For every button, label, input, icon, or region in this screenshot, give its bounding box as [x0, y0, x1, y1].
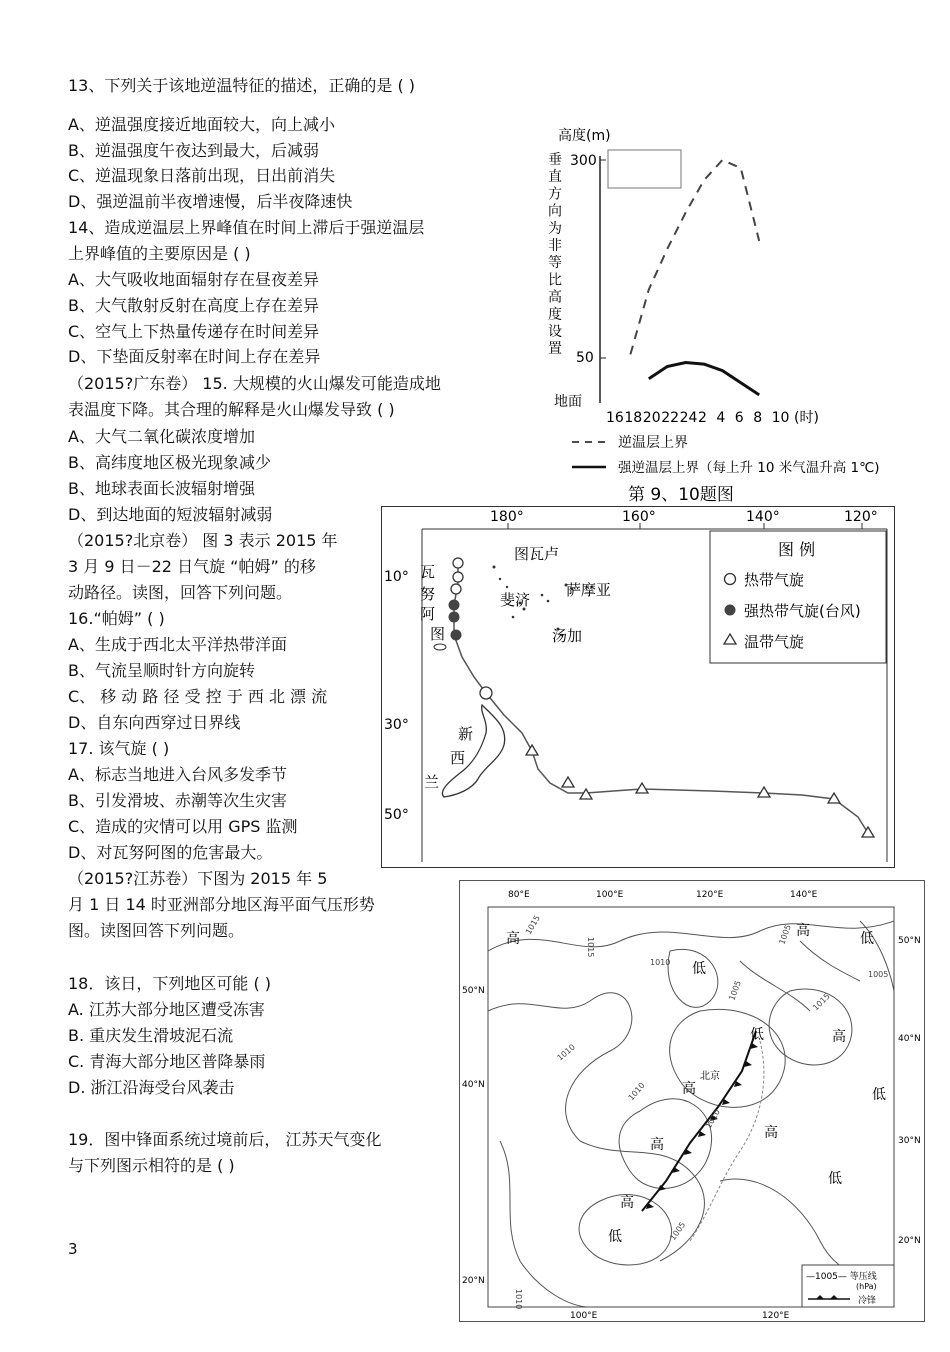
svg-text:图: 图 [430, 625, 446, 643]
lon-120e-top: 120°E [696, 890, 724, 900]
y-note-char: 向 [548, 203, 562, 220]
lon-120e-bottom: 120°E [762, 1311, 790, 1321]
x-tick-label: 18 [624, 410, 643, 426]
extratropical-cyclone-marker [526, 745, 538, 755]
legend-front: 冷锋 [858, 1296, 877, 1306]
text-line: C、空气上下热量传递存在时间差异 [68, 322, 320, 341]
extratropical-cyclone-marker [636, 783, 648, 793]
lat-10: 10° [384, 569, 409, 585]
text-line: （2015?北京卷） 图 3 表示 2015 年 [68, 531, 338, 550]
svg-text:1005: 1005 [727, 979, 743, 1002]
low-label: 低 [692, 961, 706, 977]
text-line: C、 移 动 路 径 受 控 于 西 北 漂 流 [68, 687, 328, 706]
text-line: B、气流呈顺时针方向旋转 [68, 661, 255, 680]
lat-50n-left: 50°N [462, 986, 485, 996]
lon-100e-bottom: 100°E [570, 1311, 598, 1321]
lat-40n-right: 40°N [898, 1034, 921, 1044]
y-note-char: 等 [548, 255, 562, 272]
legend-extratropical: 温带气旋 [744, 633, 805, 651]
y-note-char: 置 [548, 341, 562, 358]
inversion-chart [540, 118, 880, 508]
tropical-cyclone-marker [453, 572, 463, 582]
svg-text:1015: 1015 [811, 991, 832, 1013]
high-label: 高 [650, 1137, 664, 1153]
lon-120: 120° [844, 509, 878, 525]
y-note-char: 设 [548, 324, 562, 340]
typhoon-marker [449, 600, 460, 611]
text-line: A、标志当地进入台风多发季节 [68, 765, 287, 784]
legend-title: 图 例 [778, 540, 816, 559]
y-note-char: 方 [548, 186, 562, 203]
text-line: 13、下列关于该地逆温特征的描述，正确的是 ( ) [68, 76, 416, 95]
y-note-char: 为 [548, 220, 562, 237]
lon-140: 140° [746, 509, 780, 525]
y-note-char: 垂 [548, 152, 562, 168]
text-line: C. 青海大部分地区普降暴雨 [68, 1052, 266, 1071]
x-tick-label: 8 [753, 410, 763, 426]
typhoon-marker [451, 630, 462, 641]
text-line: C、造成的灾情可以用 GPS 监测 [68, 817, 298, 836]
lat-20n-right: 20°N [898, 1236, 921, 1246]
extratropical-cyclone-marker [580, 789, 592, 799]
x-unit: (时) [794, 410, 819, 426]
y-note-char: 直 [548, 169, 562, 186]
x-tick-label: 6 [734, 410, 744, 426]
svg-text:1010: 1010 [650, 958, 671, 967]
x-tick-label: 2 [698, 410, 707, 426]
pressure-map [459, 880, 925, 1322]
legend-tropical: 热带气旋 [744, 571, 805, 589]
series-line-inversion-top [630, 160, 759, 354]
lat-50n-right: 50°N [898, 936, 921, 946]
lat-30: 30° [384, 717, 409, 733]
typhoon-marker [449, 612, 460, 623]
text-line: 上界峰值的主要原因是 ( ) [68, 244, 251, 263]
lon-160: 160° [622, 509, 656, 525]
low-label: 低 [872, 1087, 886, 1103]
text-line: A、大气吸收地面辐射存在昼夜差异 [68, 270, 319, 289]
text-line: 16.“帕姆” ( ) [68, 609, 165, 628]
x-tick-label: 4 [716, 410, 726, 426]
city-beijing: 北京 [700, 1071, 720, 1082]
text-line: B、大气散射反射在高度上存在差异 [68, 296, 319, 315]
lat-50: 50° [384, 807, 409, 823]
text-line: （2015?江苏卷）下图为 2015 年 5 [68, 869, 328, 888]
text-line: 图。读图回答下列问题。 [68, 921, 245, 940]
text-line: 表温度下降。其合理的解释是火山爆发导致 ( ) [68, 400, 395, 419]
place-samoa: 萨摩亚 [566, 581, 612, 599]
text-line: B、高纬度地区极光现象减少 [68, 453, 271, 472]
lon-140e: 140°E [790, 890, 818, 900]
text-line: D、对瓦努阿图的危害最大。 [68, 843, 273, 862]
x-ticks [606, 410, 789, 426]
legend-isobar: —1005— 等压线 [806, 1272, 877, 1282]
text-line: D、自东向西穿过日界线 [68, 713, 241, 732]
text-line: 14、造成逆温层上界峰值在时间上滞后于强逆温层 [68, 218, 425, 237]
y-tick-50: 50 [576, 350, 594, 366]
svg-text:1010: 1010 [555, 1042, 577, 1063]
x-tick-label: 20 [642, 410, 661, 426]
y-note-char: 比 [548, 272, 562, 289]
extratropical-cyclone-marker [758, 787, 770, 797]
high-label: 高 [832, 1029, 846, 1045]
text-line: B、引发滑坡、赤潮等次生灾害 [68, 791, 287, 810]
legend-solid-label: 强逆温层上界（每上升 10 米气温升高 1℃) [618, 460, 880, 476]
text-line: B、地球表面长波辐射增强 [68, 479, 255, 498]
svg-text:新: 新 [458, 725, 474, 743]
text-line: D. 浙江沿海受台风袭击 [68, 1078, 235, 1097]
place-new-zealand [424, 725, 473, 791]
x-tick-label: 10 [771, 410, 790, 426]
text-line: 19．图中锋面系统过境前后， 江苏天气变化 [68, 1130, 382, 1149]
low-label: 低 [608, 1229, 622, 1245]
svg-text:1010: 1010 [703, 1107, 722, 1130]
lat-40n-left: 40°N [462, 1080, 485, 1090]
high-label: 高 [796, 923, 810, 939]
place-fiji: 斐济 [500, 591, 531, 609]
chart-caption: 第 9、10题图 [628, 485, 734, 505]
high-label: 高 [682, 1081, 696, 1097]
chart-inset-box [608, 150, 681, 188]
svg-text:阿: 阿 [420, 605, 436, 623]
chart-y-note [548, 152, 562, 357]
svg-text:1005: 1005 [668, 1220, 688, 1243]
place-vanuatu [420, 563, 445, 643]
tropical-cyclone-marker [480, 687, 492, 699]
page-number: 3 [68, 1240, 78, 1258]
svg-text:1015: 1015 [523, 913, 542, 936]
extratropical-cyclone-marker [862, 827, 874, 837]
text-line: 与下列图示相符的是 ( ) [68, 1156, 235, 1175]
text-line: D、到达地面的短波辐射减弱 [68, 505, 273, 524]
place-tuvalu: 图瓦卢 [514, 545, 560, 563]
low-label: 低 [860, 931, 874, 947]
svg-text:1015: 1015 [586, 937, 595, 958]
legend-dashed-label: 逆温层上界 [618, 435, 688, 451]
legend-unit: (hPa) [856, 1282, 877, 1291]
text-line: B. 重庆发生滑坡泥石流 [68, 1026, 234, 1045]
cold-front [642, 1031, 756, 1211]
series-line-strong-inversion [649, 363, 759, 395]
high-label: 高 [506, 931, 520, 947]
text-line: 18．该日，下列地区可能 ( ) [68, 974, 272, 993]
tropical-cyclone-marker [451, 584, 461, 594]
lat-20n-left: 20°N [462, 1276, 485, 1286]
svg-text:努: 努 [420, 585, 436, 603]
svg-text:西: 西 [450, 749, 466, 767]
text-line: 月 1 日 14 时亚洲部分地区海平面气压形势 [68, 895, 375, 914]
x-tick-label: 22 [661, 410, 680, 426]
lat-30n-right: 30°N [898, 1136, 921, 1146]
y-note-char: 度 [548, 306, 562, 323]
chart-y-title: 高度(m) [558, 128, 611, 144]
y-note-char: 高 [548, 289, 562, 306]
text-line: D、强逆温前半夜增速慢，后半夜降速快 [68, 192, 353, 211]
pam-track-map [381, 506, 895, 868]
x-tick-label: 24 [679, 410, 698, 426]
text-line: A、大气二氧化碳浓度增加 [68, 427, 255, 446]
ground-label: 地面 [554, 394, 582, 410]
text-line: 3 月 9 日－22 日气旋 “帕姆” 的移 [68, 557, 316, 576]
lon-100e-top: 100°E [596, 890, 624, 900]
text-line: D、下垫面反射率在时间上存在差异 [68, 347, 321, 366]
high-label: 高 [764, 1125, 778, 1141]
svg-text:1010: 1010 [626, 1080, 647, 1103]
lon-80e: 80°E [508, 890, 530, 900]
low-label: 低 [750, 1027, 764, 1043]
svg-text:1010: 1010 [514, 1289, 523, 1310]
lon-180: 180° [490, 509, 524, 525]
text-line: A、逆温强度接近地面较大，向上减小 [68, 115, 335, 134]
text-line: 17. 该气旋 ( ) [68, 739, 170, 758]
extratropical-cyclone-marker [562, 777, 574, 787]
x-tick-label: 16 [606, 410, 624, 426]
text-line: B、逆温强度午夜达到最大，后减弱 [68, 141, 319, 160]
svg-text:瓦: 瓦 [420, 563, 436, 581]
place-tonga: 汤加 [552, 627, 583, 645]
y-note-char: 非 [548, 238, 562, 254]
high-label: 高 [620, 1195, 634, 1211]
y-tick-300: 300 [570, 153, 597, 169]
text-line: （2015?广东卷） 15. 大规模的火山爆发可能造成地 [68, 374, 441, 393]
text-line: C、逆温现象日落前出现，日出前消失 [68, 166, 336, 185]
low-label: 低 [828, 1171, 842, 1187]
svg-text:1005: 1005 [868, 970, 889, 979]
svg-text:1005: 1005 [777, 923, 793, 946]
text-line: A. 江苏大部分地区遭受冻害 [68, 1000, 265, 1019]
text-line: 动路径。读图，回答下列问题。 [68, 583, 293, 602]
svg-text:兰: 兰 [424, 773, 440, 791]
tropical-cyclone-marker [453, 558, 463, 568]
legend-typhoon: 强热带气旋(台风) [744, 602, 861, 620]
text-line: A、生成于西北太平洋热带洋面 [68, 635, 287, 654]
